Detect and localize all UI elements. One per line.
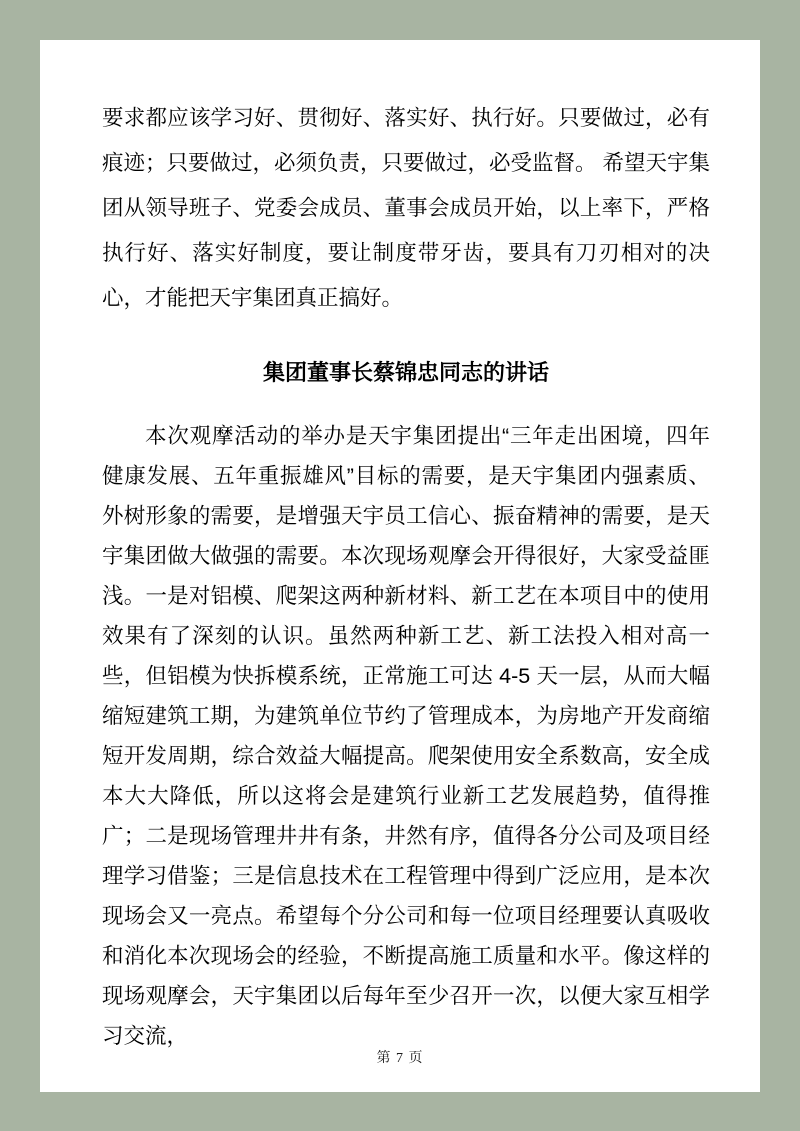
document-page bbox=[40, 40, 760, 1092]
body-paragraph-continued: 要求都应该学习好、贯彻好、落实好、执行好。只要做过，必有痕迹；只要做过，必须负责，只要做过，必受监督。 希望天宇集团从领导班子、党委会成员、董事会成员开始，以上率下，严格执行好、落实好制度，要让制度带牙齿，要具有刀刃相对的决心，才能把天宇集团真正搞好。 bbox=[102, 106, 710, 310]
page-footer bbox=[40, 1049, 760, 1069]
page-number: 第 7 页 bbox=[376, 1051, 424, 1066]
section-heading: 集团董事长蔡锦忠同志的讲话 bbox=[262, 360, 549, 385]
body-paragraph-speech: 本次观摩活动的举办是天宇集团提出“三年走出困境，四年健康发展、五年重振雄风”目标的需要，是天宇集团内强素质、外树形象的需要，是增强天宇员工信心、振奋精神的需要，是天宇集团做大做强的需要。本次现场观摩会开得很好，大家受益匪浅。一是对铝模、爬架这两种新材料、新工艺在本项目中的使用效果有了深刻的认识。虽然两种新工艺、新工法投入相对高一些，但铝模为快拆模系统，正常施工可达 4-5 天一层，从而大幅缩短建筑工期，为建筑单位节约了管理成本，为房地产开发商缩短开发周期，综合效益大幅提高。爬架使用安全系数高，安全成本大大降低，所以这将会是建筑行业新工艺发展趋势，值得推广；二是现场管理井井有条，井然有序，值得各分公司及项目经理学习借鉴；三是信息技术在工程管理中得到广泛应用，是本次现场会又一亮点。希望每个分公司和每一位项目经理要认真吸收和消化本次现场会的经验，不断提高施工质量和水平。像这样的现场观摩会，天宇集团以后每年至少召开一次，以便大家互相学习交流， bbox=[102, 424, 710, 1048]
